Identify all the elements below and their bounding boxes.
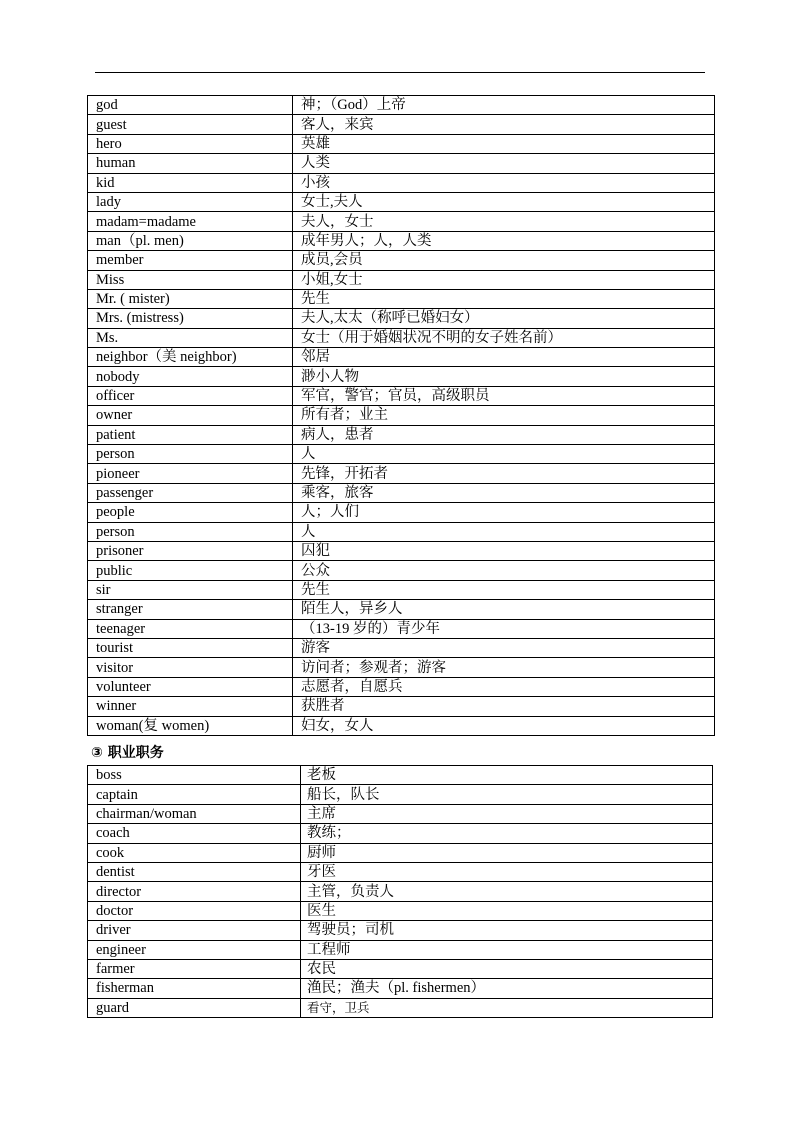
table-row bbox=[88, 115, 715, 134]
chinese-meaning-cell: 乘客，旅客 bbox=[293, 483, 715, 502]
table-row bbox=[88, 882, 713, 901]
chinese-meaning-cell: 囚犯 bbox=[293, 541, 715, 560]
table-row bbox=[88, 503, 715, 522]
english-word-cell: boss bbox=[88, 766, 301, 785]
english-word-cell: human bbox=[88, 154, 293, 173]
chinese-meaning-cell: 工程师 bbox=[301, 940, 713, 959]
table-row bbox=[88, 386, 715, 405]
table-row bbox=[88, 843, 713, 862]
english-word-cell: patient bbox=[88, 425, 293, 444]
chinese-meaning-cell: 妇女，女人 bbox=[293, 716, 715, 735]
english-word-cell: captain bbox=[88, 785, 301, 804]
chinese-meaning-cell: 获胜者 bbox=[293, 697, 715, 716]
english-word-cell: neighbor（美 neighbor) bbox=[88, 348, 293, 367]
chinese-meaning-cell: 客人，来宾 bbox=[293, 115, 715, 134]
chinese-meaning-cell: 访问者；参观者；游客 bbox=[293, 658, 715, 677]
chinese-meaning-cell: 小孩 bbox=[293, 173, 715, 192]
table-row bbox=[88, 173, 715, 192]
english-word-cell: man（pl. men) bbox=[88, 231, 293, 250]
english-word-cell: dentist bbox=[88, 862, 301, 881]
english-word-cell: visitor bbox=[88, 658, 293, 677]
table-row bbox=[88, 901, 713, 920]
table-row bbox=[88, 464, 715, 483]
english-word-cell: kid bbox=[88, 173, 293, 192]
table-row bbox=[88, 921, 713, 940]
table-row bbox=[88, 425, 715, 444]
english-word-cell: god bbox=[88, 96, 293, 115]
table-row bbox=[88, 766, 713, 785]
chinese-meaning-cell: 女士,夫人 bbox=[293, 192, 715, 211]
english-word-cell: woman(复 women) bbox=[88, 716, 293, 735]
chinese-meaning-cell: 老板 bbox=[301, 766, 713, 785]
english-word-cell: passenger bbox=[88, 483, 293, 502]
chinese-meaning-cell: 军官，警官；官员，高级职员 bbox=[293, 386, 715, 405]
table-row bbox=[88, 251, 715, 270]
chinese-meaning-cell: 成员,会员 bbox=[293, 251, 715, 270]
table-row bbox=[88, 134, 715, 153]
english-word-cell: person bbox=[88, 445, 293, 464]
section-heading-occupations: ③ 职业职务 bbox=[91, 745, 164, 761]
table-row bbox=[88, 561, 715, 580]
table-row bbox=[88, 638, 715, 657]
chinese-meaning-cell: 厨师 bbox=[301, 843, 713, 862]
english-word-cell: guest bbox=[88, 115, 293, 134]
table-row bbox=[88, 619, 715, 638]
chinese-meaning-cell: 所有者；业主 bbox=[293, 406, 715, 425]
table-row bbox=[88, 406, 715, 425]
chinese-meaning-cell: 教练； bbox=[301, 824, 713, 843]
table-row bbox=[88, 231, 715, 250]
chinese-meaning-cell: 陌生人，异乡人 bbox=[293, 600, 715, 619]
english-word-cell: member bbox=[88, 251, 293, 270]
table-row bbox=[88, 445, 715, 464]
english-word-cell: fisherman bbox=[88, 979, 301, 998]
table-row bbox=[88, 940, 713, 959]
english-word-cell: lady bbox=[88, 192, 293, 211]
table-row bbox=[88, 192, 715, 211]
english-word-cell: Ms. bbox=[88, 328, 293, 347]
table-row bbox=[88, 862, 713, 881]
english-word-cell: officer bbox=[88, 386, 293, 405]
occupations-vocabulary-table bbox=[87, 765, 713, 1018]
chinese-meaning-cell: 渔民；渔夫（pl. fishermen） bbox=[301, 979, 713, 998]
chinese-meaning-cell: 先生 bbox=[293, 580, 715, 599]
english-word-cell: stranger bbox=[88, 600, 293, 619]
english-word-cell: teenager bbox=[88, 619, 293, 638]
table-row bbox=[88, 96, 715, 115]
table-row bbox=[88, 824, 713, 843]
chinese-meaning-cell: 人；人们 bbox=[293, 503, 715, 522]
chinese-meaning-cell: 人 bbox=[293, 445, 715, 464]
english-word-cell: hero bbox=[88, 134, 293, 153]
table-row bbox=[88, 522, 715, 541]
english-word-cell: cook bbox=[88, 843, 301, 862]
chinese-meaning-cell: 医生 bbox=[301, 901, 713, 920]
table-row bbox=[88, 959, 713, 978]
english-word-cell: guard bbox=[88, 998, 301, 1017]
table-row bbox=[88, 483, 715, 502]
english-word-cell: Mrs. (mistress) bbox=[88, 309, 293, 328]
english-word-cell: director bbox=[88, 882, 301, 901]
people-table-body bbox=[88, 96, 715, 736]
english-word-cell: nobody bbox=[88, 367, 293, 386]
english-word-cell: madam=madame bbox=[88, 212, 293, 231]
table-row bbox=[88, 580, 715, 599]
table-row bbox=[88, 979, 713, 998]
chinese-meaning-cell: 英雄 bbox=[293, 134, 715, 153]
table-row bbox=[88, 154, 715, 173]
english-word-cell: chairman/woman bbox=[88, 804, 301, 823]
english-word-cell: winner bbox=[88, 697, 293, 716]
english-word-cell: person bbox=[88, 522, 293, 541]
chinese-meaning-cell: 夫人,太太（称呼已婚妇女） bbox=[293, 309, 715, 328]
chinese-meaning-cell: 先生 bbox=[293, 289, 715, 308]
english-word-cell: farmer bbox=[88, 959, 301, 978]
jobs-table-body bbox=[88, 766, 713, 1018]
english-word-cell: tourist bbox=[88, 638, 293, 657]
table-row bbox=[88, 348, 715, 367]
chinese-meaning-cell: 驾驶员；司机 bbox=[301, 921, 713, 940]
table-row bbox=[88, 658, 715, 677]
table-row bbox=[88, 367, 715, 386]
table-row bbox=[88, 328, 715, 347]
table-row bbox=[88, 677, 715, 696]
chinese-meaning-cell: 先锋，开拓者 bbox=[293, 464, 715, 483]
chinese-meaning-cell: 主管，负责人 bbox=[301, 882, 713, 901]
table-row bbox=[88, 541, 715, 560]
chinese-meaning-cell: 病人，患者 bbox=[293, 425, 715, 444]
chinese-meaning-cell: 神；（God）上帝 bbox=[293, 96, 715, 115]
chinese-meaning-cell: 女士（用于婚姻状况不明的女子姓名前） bbox=[293, 328, 715, 347]
english-word-cell: volunteer bbox=[88, 677, 293, 696]
table-row bbox=[88, 309, 715, 328]
chinese-meaning-cell: 牙医 bbox=[301, 862, 713, 881]
english-word-cell: owner bbox=[88, 406, 293, 425]
chinese-meaning-cell: 邻居 bbox=[293, 348, 715, 367]
english-word-cell: Miss bbox=[88, 270, 293, 289]
chinese-meaning-cell: 主席 bbox=[301, 804, 713, 823]
english-word-cell: public bbox=[88, 561, 293, 580]
english-word-cell: pioneer bbox=[88, 464, 293, 483]
table-row bbox=[88, 785, 713, 804]
chinese-meaning-cell: 看守，卫兵 bbox=[301, 998, 713, 1017]
chinese-meaning-cell: 小姐,女士 bbox=[293, 270, 715, 289]
people-vocabulary-table bbox=[87, 95, 715, 736]
english-word-cell: engineer bbox=[88, 940, 301, 959]
english-word-cell: sir bbox=[88, 580, 293, 599]
table-row bbox=[88, 998, 713, 1017]
table-row bbox=[88, 289, 715, 308]
table-row bbox=[88, 600, 715, 619]
chinese-meaning-cell: 船长，队长 bbox=[301, 785, 713, 804]
table-row bbox=[88, 804, 713, 823]
chinese-meaning-cell: 志愿者，自愿兵 bbox=[293, 677, 715, 696]
chinese-meaning-cell: 人 bbox=[293, 522, 715, 541]
chinese-meaning-cell: 人类 bbox=[293, 154, 715, 173]
table-row bbox=[88, 716, 715, 735]
chinese-meaning-cell: 渺小人物 bbox=[293, 367, 715, 386]
english-word-cell: people bbox=[88, 503, 293, 522]
chinese-meaning-cell: （13-19 岁的）青少年 bbox=[293, 619, 715, 638]
table-row bbox=[88, 697, 715, 716]
chinese-meaning-cell: 公众 bbox=[293, 561, 715, 580]
page-header-rule bbox=[95, 72, 705, 73]
english-word-cell: coach bbox=[88, 824, 301, 843]
english-word-cell: doctor bbox=[88, 901, 301, 920]
chinese-meaning-cell: 游客 bbox=[293, 638, 715, 657]
chinese-meaning-cell: 农民 bbox=[301, 959, 713, 978]
english-word-cell: prisoner bbox=[88, 541, 293, 560]
chinese-meaning-cell: 成年男人；人，人类 bbox=[293, 231, 715, 250]
table-row bbox=[88, 270, 715, 289]
table-row bbox=[88, 212, 715, 231]
english-word-cell: driver bbox=[88, 921, 301, 940]
chinese-meaning-cell: 夫人，女士 bbox=[293, 212, 715, 231]
english-word-cell: Mr. ( mister) bbox=[88, 289, 293, 308]
